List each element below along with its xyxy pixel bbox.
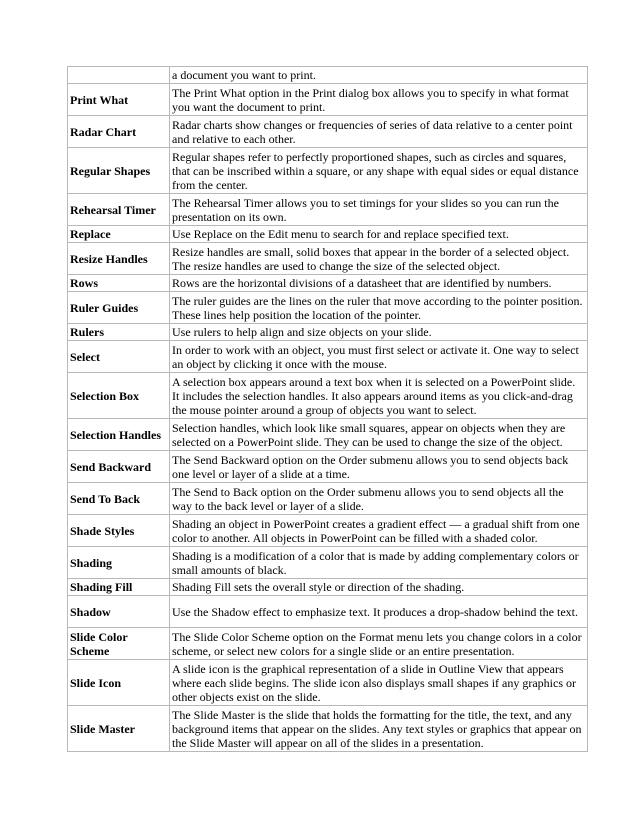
table-row <box>68 373 588 419</box>
definition-cell: a document you want to print. <box>170 67 588 84</box>
table-row <box>68 324 588 341</box>
term-cell: Slide Icon <box>68 660 170 706</box>
term-cell: Radar Chart <box>68 116 170 148</box>
definition-cell: Selection handles, which look like small squares, appear on objects when they are selected on a PowerPoint slide. They can be used to change the size of the object. <box>170 419 588 451</box>
table-row <box>68 226 588 243</box>
term-cell: Shade Styles <box>68 515 170 547</box>
table-row <box>68 116 588 148</box>
definition-cell: Regular shapes refer to perfectly proportioned shapes, such as circles and squares, that can be inscribed within a square, or any shape with equal sides or equal distance from the center. <box>170 148 588 194</box>
term-cell: Selection Handles <box>68 419 170 451</box>
table-row <box>68 67 588 84</box>
term-cell: Slide Master <box>68 706 170 752</box>
definition-cell: Resize handles are small, solid boxes that appear in the border of a selected object. The resize handles are used to change the size of the selected object. <box>170 243 588 275</box>
definition-cell: A selection box appears around a text box when it is selected on a PowerPoint slide. It includes the selection handles. It also appears around items as you click-and-drag the mouse pointer around a group of objects you want to select. <box>170 373 588 419</box>
term-cell: Ruler Guides <box>68 292 170 324</box>
term-cell: Shading <box>68 547 170 579</box>
definition-cell: A slide icon is the graphical representation of a slide in Outline View that appears where each slide begins. The slide icon also displays small shapes if any graphics or other objects exist on the slide. <box>170 660 588 706</box>
table-row <box>68 660 588 706</box>
table-row <box>68 706 588 752</box>
table-row <box>68 275 588 292</box>
term-cell: Regular Shapes <box>68 148 170 194</box>
term-cell: Replace <box>68 226 170 243</box>
term-cell: Rulers <box>68 324 170 341</box>
definition-cell: Shading is a modification of a color that is made by adding complementary colors or small amounts of black. <box>170 547 588 579</box>
table-row <box>68 194 588 226</box>
table-row <box>68 547 588 579</box>
term-cell: Select <box>68 341 170 373</box>
definition-cell: Use rulers to help align and size objects on your slide. <box>170 324 588 341</box>
table-row <box>68 419 588 451</box>
table-row <box>68 148 588 194</box>
definition-cell: The ruler guides are the lines on the ruler that move according to the pointer position. These lines help position the location of the pointer. <box>170 292 588 324</box>
definition-cell: Shading an object in PowerPoint creates a gradient effect — a gradual shift from one color to another. All objects in PowerPoint can be filled with a shaded color. <box>170 515 588 547</box>
table-row <box>68 579 588 596</box>
table-row <box>68 596 588 628</box>
term-cell: Rows <box>68 275 170 292</box>
term-cell: Shading Fill <box>68 579 170 596</box>
table-row <box>68 292 588 324</box>
term-cell: Send Backward <box>68 451 170 483</box>
term-cell: Print What <box>68 84 170 116</box>
term-cell: Rehearsal Timer <box>68 194 170 226</box>
table-row <box>68 451 588 483</box>
table-row <box>68 84 588 116</box>
term-cell: Selection Box <box>68 373 170 419</box>
table-row <box>68 243 588 275</box>
definition-cell: Rows are the horizontal divisions of a datasheet that are identified by numbers. <box>170 275 588 292</box>
definition-cell: The Slide Color Scheme option on the Format menu lets you change colors in a color scheme, or select new colors for a single slide or an entire presentation. <box>170 628 588 660</box>
glossary-body <box>68 67 588 752</box>
term-cell: Send To Back <box>68 483 170 515</box>
definition-cell: Radar charts show changes or frequencies of series of data relative to a center point and relative to each other. <box>170 116 588 148</box>
table-row <box>68 515 588 547</box>
definition-cell: The Print What option in the Print dialog box allows you to specify in what format you want the document to print. <box>170 84 588 116</box>
table-row <box>68 628 588 660</box>
definition-cell: The Slide Master is the slide that holds the formatting for the title, the text, and any background items that appear on the slides. Any text styles or graphics that appear on the Slide Master will appear on all of the slides in a presentation. <box>170 706 588 752</box>
term-cell: Slide Color Scheme <box>68 628 170 660</box>
table-row <box>68 483 588 515</box>
definition-cell: The Send Backward option on the Order submenu allows you to send objects back one level or layer of a slide at a time. <box>170 451 588 483</box>
definition-cell: Shading Fill sets the overall style or direction of the shading. <box>170 579 588 596</box>
definition-cell: Use Replace on the Edit menu to search for and replace specified text. <box>170 226 588 243</box>
definition-cell: Use the Shadow effect to emphasize text. It produces a drop-shadow behind the text. <box>170 596 588 628</box>
glossary-table <box>67 66 588 752</box>
term-cell: Resize Handles <box>68 243 170 275</box>
definition-cell: The Send to Back option on the Order submenu allows you to send objects all the way to the back level or layer of a slide. <box>170 483 588 515</box>
term-cell <box>68 67 170 84</box>
term-cell: Shadow <box>68 596 170 628</box>
definition-cell: In order to work with an object, you must first select or activate it. One way to select an object by clicking it once with the mouse. <box>170 341 588 373</box>
table-row <box>68 341 588 373</box>
definition-cell: The Rehearsal Timer allows you to set timings for your slides so you can run the presentation on its own. <box>170 194 588 226</box>
